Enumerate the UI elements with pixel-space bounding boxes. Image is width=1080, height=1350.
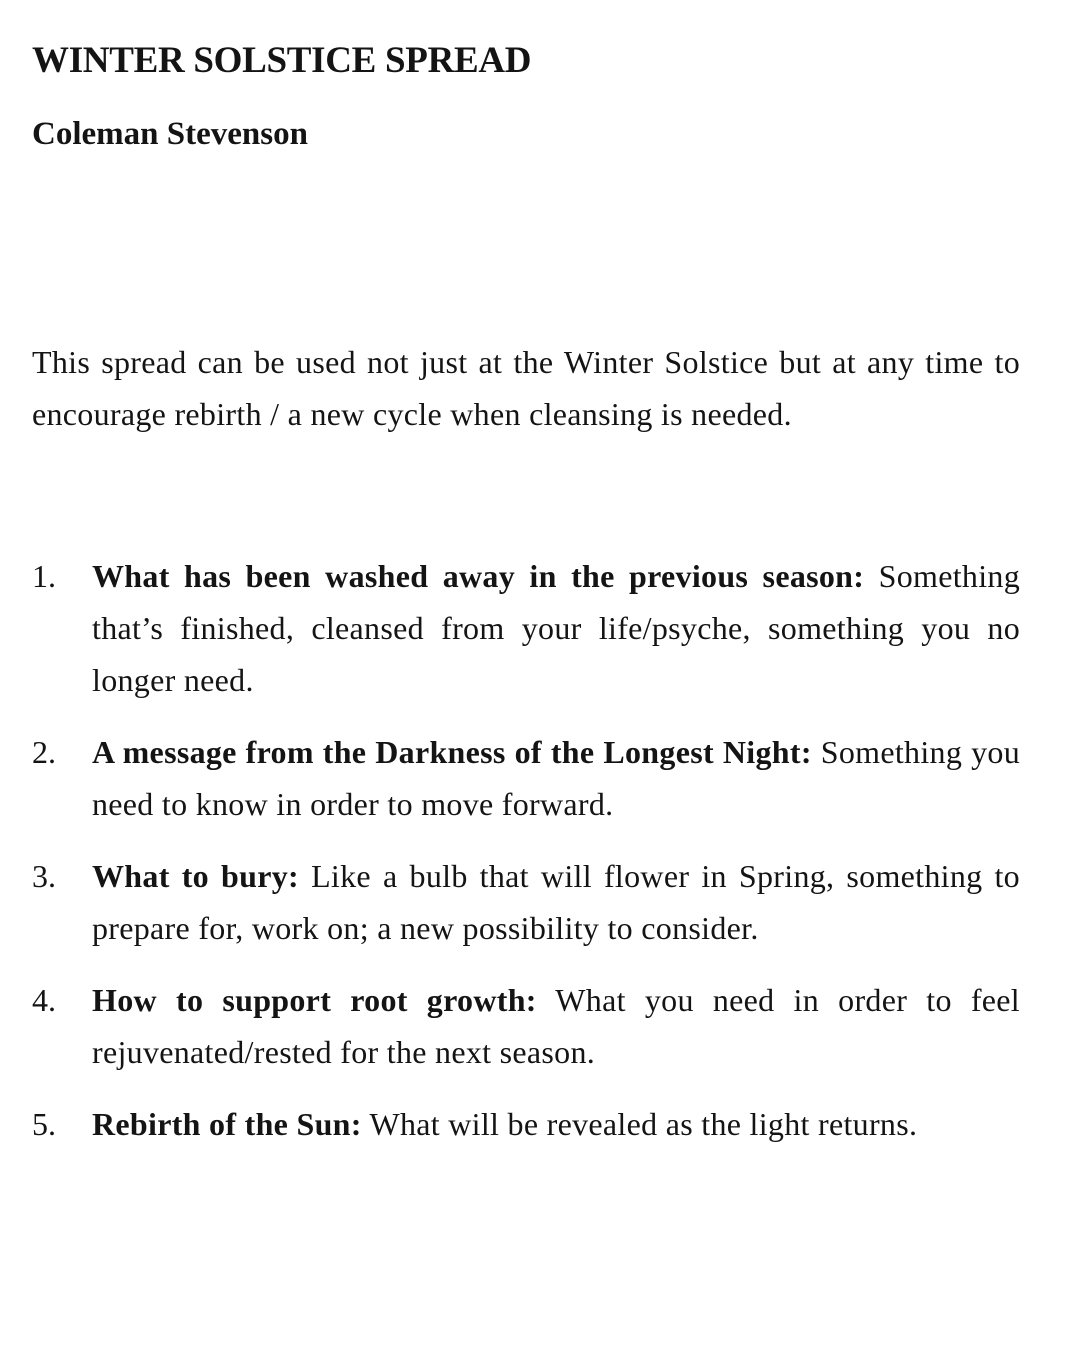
document-page [32,38,1020,1170]
list-item [32,850,1020,954]
list-item-body [92,1098,1020,1150]
list-item [32,550,1020,706]
list-item-number: 4. [32,982,56,1018]
list-item-number: 2. [32,734,56,770]
document-title: WINTER SOLSTICE SPREAD [32,40,532,81]
list-item [32,974,1020,1078]
list-item-text: Something you need to know in order to move forward. [92,734,1020,822]
list-item-text: What will be revealed as the light returns. [369,1106,918,1142]
list-item-number: 3. [32,858,56,894]
list-item-number: 1. [32,558,56,594]
list-item-body [92,974,1020,1078]
list-item-text: What you need in order to feel rejuvenated/rested for the next season. [92,982,1020,1070]
list-item-body [92,726,1020,830]
list-item-heading: What has been washed away in the previous season: [92,558,865,594]
list-item-heading: How to support root growth: [92,982,537,1018]
spread-positions-list [32,550,1020,1150]
list-item-heading: What to bury: [92,858,299,894]
list-item-heading: A message from the Darkness of the Longest Night: [92,734,812,770]
list-item [32,726,1020,830]
list-item-text: Like a bulb that will flower in Spring, something to prepare for, work on; a new possibility to consider. [92,858,1020,946]
list-item-text: Something that’s finished, cleansed from your life/psyche, something you no longer need. [92,558,1020,698]
list-item-heading: Rebirth of the Sun: [92,1106,362,1142]
list-item-body [92,550,1020,706]
intro-paragraph: This spread can be used not just at the Winter Solstice but at any time to encourage rebirth / a new cycle when cleansing is needed. [32,344,1020,432]
list-item-number: 5. [32,1106,56,1142]
list-item-body [92,850,1020,954]
list-item [32,1098,1020,1150]
author-name: Coleman Stevenson [32,116,308,152]
